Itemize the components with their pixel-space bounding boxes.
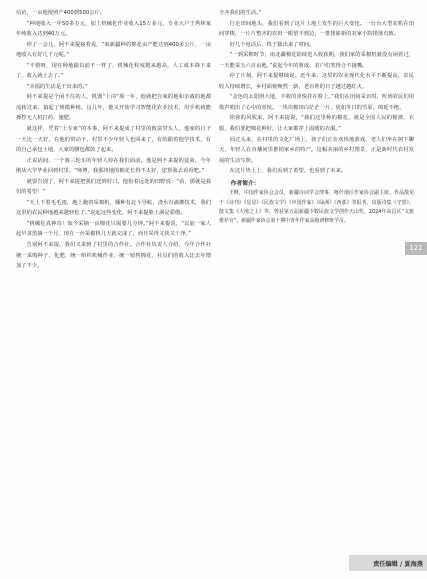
paragraph: 告别阿不来提，我们又来到了村里的合作社。合作社负责人介绍，今年合作社统一采购种子、化肥，统一组织机械作业，统一销售棉花，社员们的收入比去年增加了不少。 bbox=[16, 242, 211, 270]
left-column bbox=[16, 8, 211, 272]
author-bio-text: 王继，中国作家协会会员，新疆诗词学会理事，喀什地区作家协会副主席。作品散见于《诗刊》《星星》《民族文学》《中国作家》《绿洲》《西部》等报刊，出版诗集《守望》、散文集《大地之上》等。曾获第五届新疆少数民族文学创作天山奖，2024年高昌区“文旅推荐官”，新疆作家协会第十期中青年作家高级研修班学员。 bbox=[219, 190, 414, 224]
paragraph: “不错呀，现在种地跟以前不一样了，机械化程度越来越高，人工成本降下来了，收入就上去了。” bbox=[16, 62, 211, 80]
right-column bbox=[219, 8, 414, 226]
paragraph: 就要告别了，阿不来提把我们送到村口。他指着远处的田野说：“看，那就是我们的希望！” bbox=[16, 178, 211, 196]
paragraph: 停了一会儿，阿不来提接着说，“咱新疆种的棉花亩产能达到400多公斤，一亩地收入有好几千元呢。” bbox=[16, 41, 211, 59]
paragraph: 阿不来提是个闲不住的人，机器“上岗”那一年，他就把自家的地和亲戚的地都流转过来，搞起了规模种植。这几年，他又开始学习智能化农业技术，用手机就能操控无人机打药、施肥。 bbox=[16, 94, 211, 122]
paragraph: 在这片热土上，我们看到了希望，也看到了未来。 bbox=[229, 168, 347, 175]
paragraph: 行走田间地头，我们看到了这片土地上发生的巨大变化。一台台大型农机在田间穿梭，一片片整齐的农田一眼望不到边，一排排崭新的农家小院错落有致。 bbox=[219, 20, 414, 38]
paragraph: “金色的太阳照大地，丰收的喜悦挂在脸上。”我们在田间采访时，听到农民们用歌声唱出了心中的喜悦。一块块棉田白茫茫一片，犹如冬日的雪原，绵延不绝。 bbox=[219, 94, 414, 111]
paragraph: 回过头来，在村里的文化广场上，孩子们正在欢快地游戏，老人们坐在树下聊天，年轻人在直播间里推销家乡的特产。这幅美丽的乡村图景，正是新时代农村发展的生动写照。 bbox=[219, 136, 414, 164]
paragraph: 全齐我们的生活。” bbox=[219, 10, 262, 16]
author-bio-title: 作者简介： bbox=[230, 180, 260, 187]
paragraph: 就这样，凭着“土专家”的本事，阿不来提成了村里的致富带头人，他家的日子一天比一天好。在他的带动下，村里不少年轻人也回来了，有的跟着他学技术，有的自己承包土地，大家的腰包都鼓了起来。 bbox=[16, 126, 211, 154]
paragraph: 好几个电话后，终于拨出来了时间。 bbox=[229, 41, 315, 48]
paragraph: “种地收入一年50多万元，加上机械化作业收入15万多元，专业大户王秀林家年纯收入达到40万元。 bbox=[16, 20, 211, 38]
paragraph: 信访，一亩地按照产400到500公斤。 bbox=[16, 10, 106, 16]
paragraph: 正说话间，一个骑三轮车的年轻人停在我们面前。他是阿不来提的徒弟，今年刚从大学毕业回到村里。“师傅，我那块地的棉花长得不太好，您帮我去看看吧。” bbox=[16, 157, 211, 175]
editor-credit: 责任编辑 / 夏海燕 bbox=[373, 561, 423, 568]
paragraph: “天上下着毛毛雨，地上跑着采棉机，播种有北斗导航，浇水有滴灌技术，我们这里的农民种地越来越轻松了。”说起这些变化，阿不来提脸上满是骄傲。 bbox=[16, 199, 211, 217]
page-number: 121 bbox=[405, 242, 427, 255]
paragraph: “幸福的生活是干出来的。” bbox=[26, 83, 88, 90]
paragraph: 徐徐的风吹来，阿不来提说，“我们这里种的棉花，就是全国人民的棉被、衣服，我们要把棉花种好，让大家都穿上温暖的衣服。” bbox=[219, 115, 414, 133]
paragraph: 停了片刻，阿不来提继续说。近年来，这里的农业现代化水平不断提高，农民收入持续增长，乡村面貌焕然一新，老百姓的日子越过越红火。 bbox=[219, 73, 414, 90]
paragraph: “机械化真神奇！如今采摘一亩棉花只需要几分钟。”阿不来提说，“以前一家人起早贪黑摘一个月，现在一台采棉机几天就完成了，而且采得又快又干净。” bbox=[16, 220, 211, 238]
paragraph: “一到采棉时节，南北疆棉花陆续进入收获期，我们家的采棉机就没有闲着过，一天能采五六百亩地。”说起今年的收成，农户们笑得合不拢嘴。 bbox=[219, 52, 414, 69]
